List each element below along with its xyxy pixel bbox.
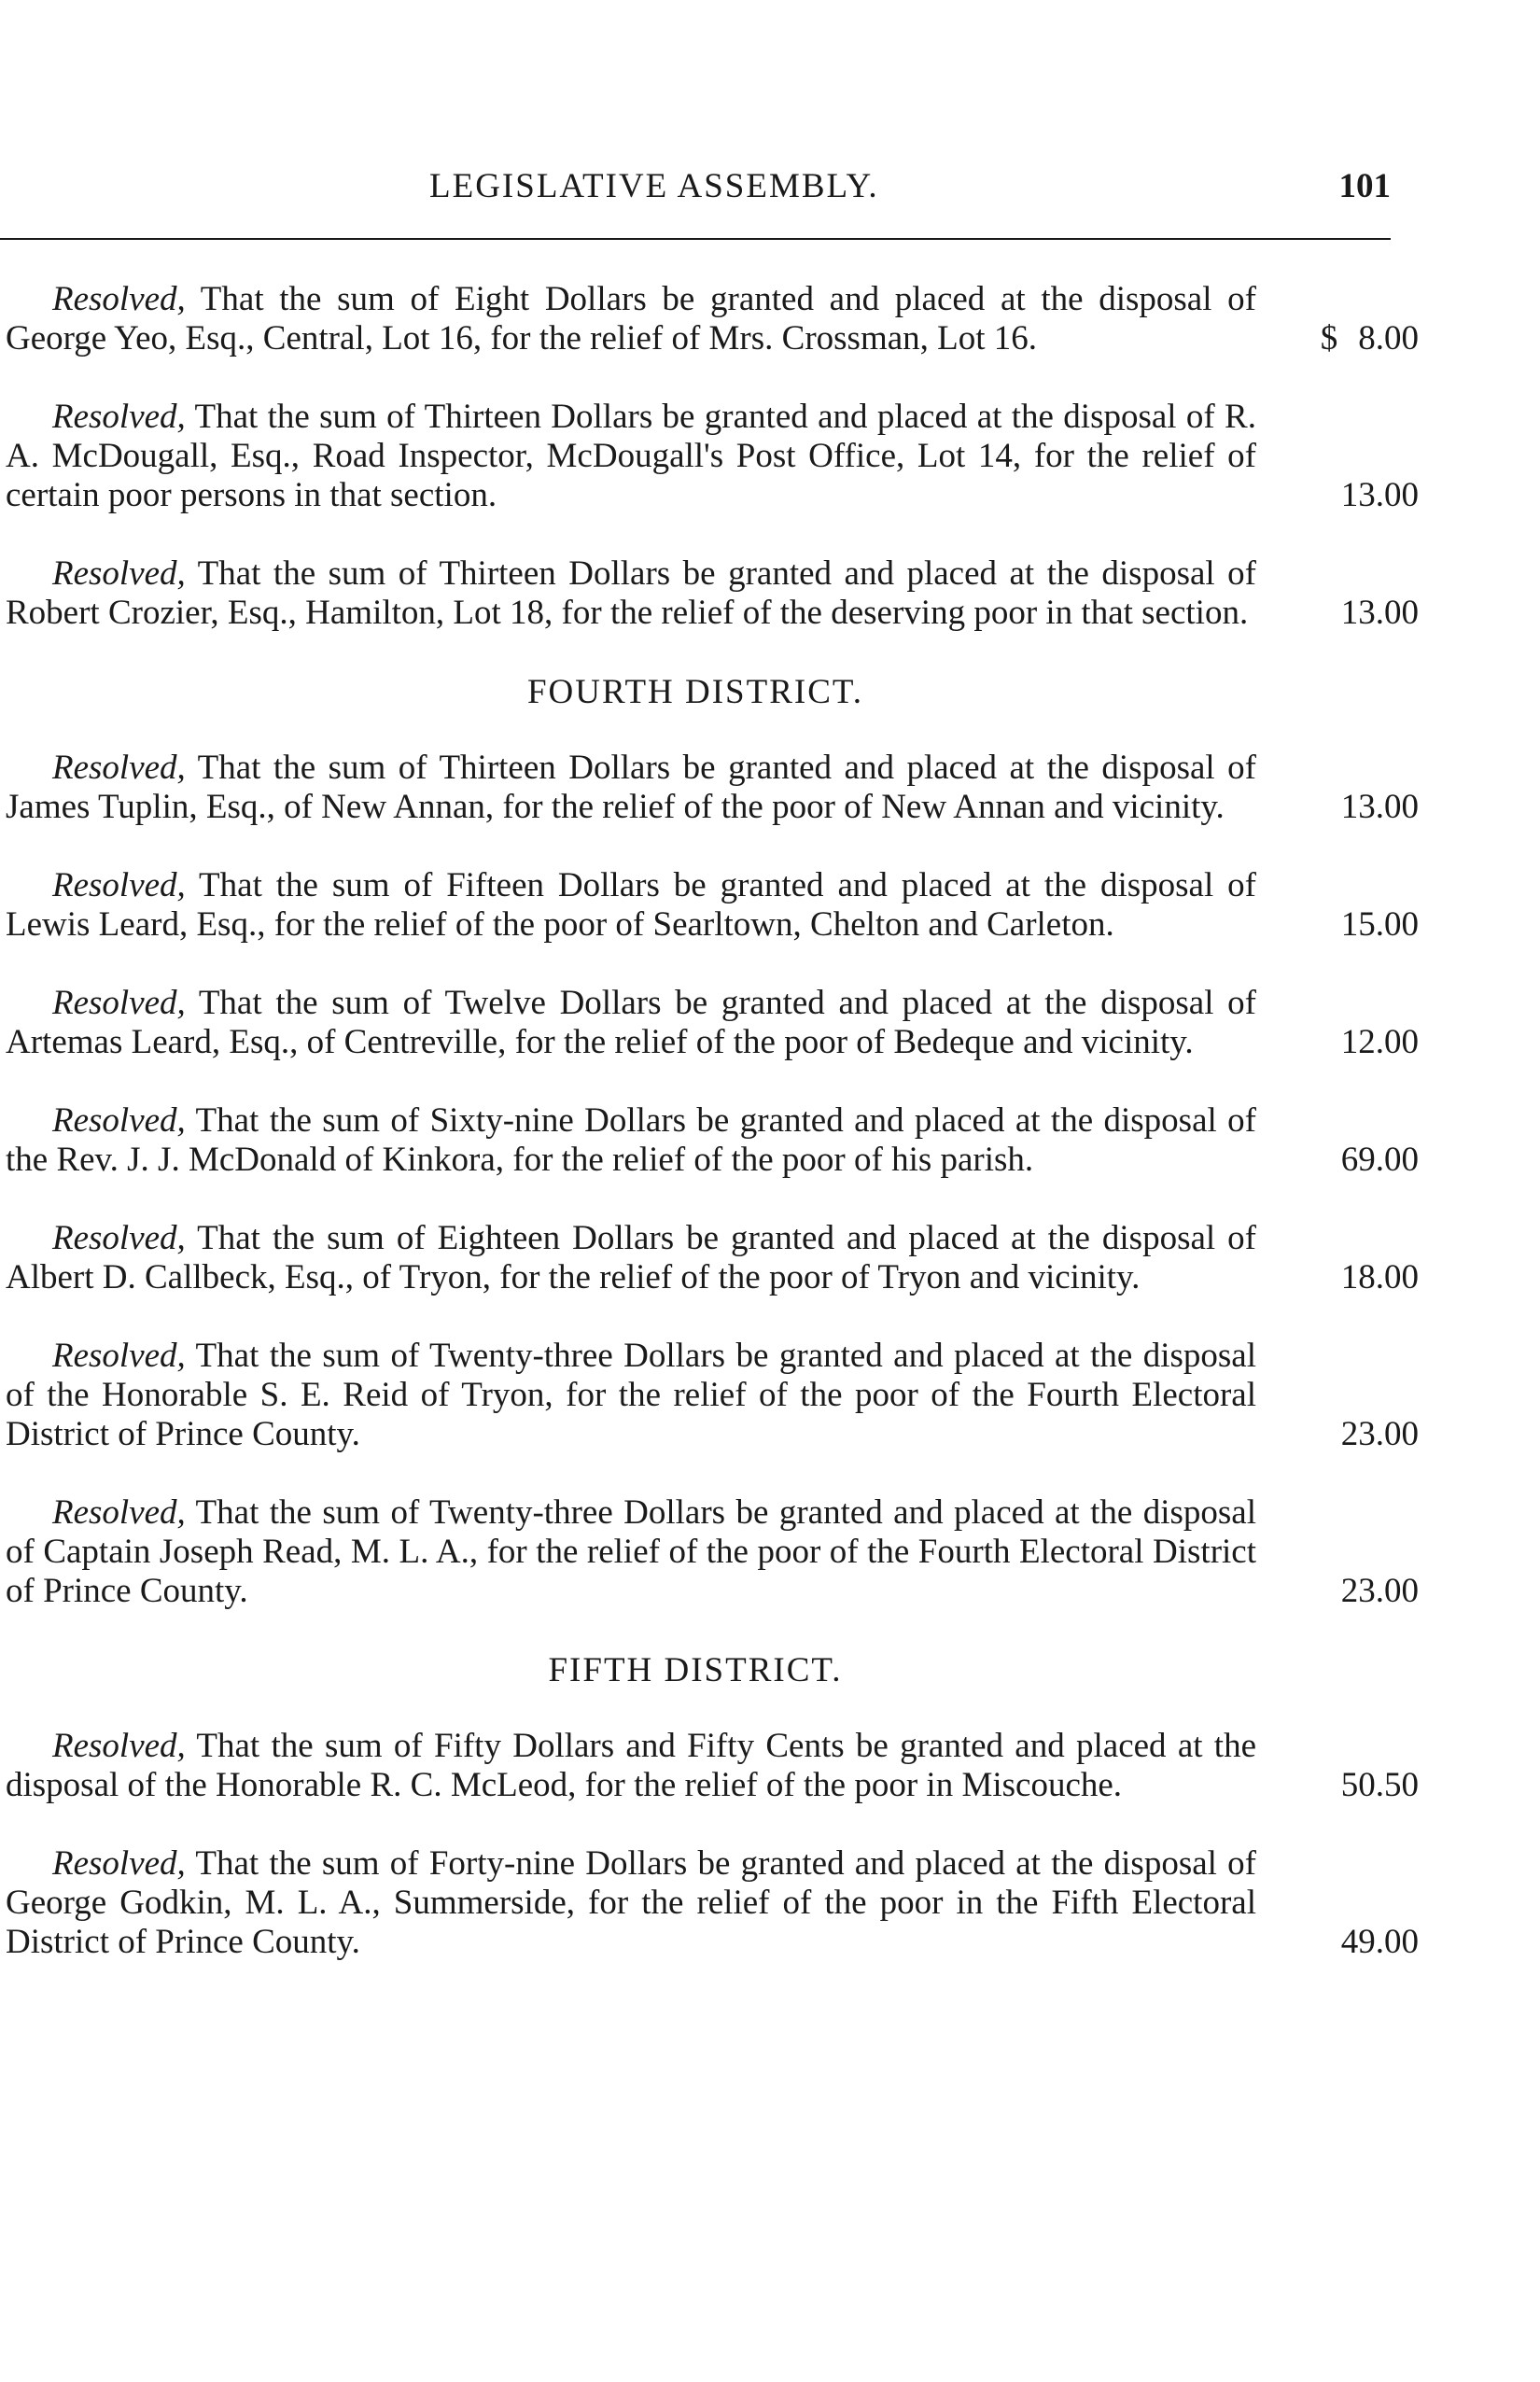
resolution-text	[6, 1337, 1256, 1454]
header-title: LEGISLATIVE ASSEMBLY.	[429, 167, 879, 205]
amount-column	[1251, 1258, 1419, 1297]
header-rule	[0, 238, 1391, 240]
resolution-entry	[0, 1727, 1419, 1805]
resolved-lead: Resolved,	[52, 1101, 186, 1140]
resolution-text	[6, 1101, 1256, 1180]
amount-value: 15.00	[1340, 905, 1419, 944]
amount-value: 50.50	[1340, 1766, 1419, 1804]
resolution-entry	[0, 1101, 1419, 1180]
resolution-body-text: That the sum of Eight Dollars be granted and placed at the disposal of George Yeo, Esq., Central, Lot 16, for the relief of Mrs. Crossman, Lot 16.	[6, 280, 1256, 357]
resolution-entry	[0, 1844, 1419, 1962]
amount-value: 23.00	[1340, 1572, 1419, 1610]
amount-value: 23.00	[1340, 1415, 1419, 1453]
resolution-text	[6, 1219, 1256, 1297]
resolution-text	[6, 398, 1256, 515]
amount-column	[1251, 594, 1419, 633]
resolution-body-text: That the sum of Thirteen Dollars be granted and placed at the disposal of James Tuplin, Esq., of New Annan, for the relief of the poor of New Annan and vicinity.	[6, 749, 1256, 826]
resolved-lead: Resolved,	[52, 866, 186, 904]
resolution-body-text: That the sum of Twenty-three Dollars be granted and placed at the disposal of Captain Joseph Read, M. L. A., for the relief of the poor of the Fourth Electoral District of Prince County.	[6, 1493, 1256, 1610]
page-number: 101	[1338, 167, 1391, 205]
resolved-lead: Resolved,	[52, 984, 186, 1022]
amount-value: 13.00	[1340, 476, 1419, 514]
currency-symbol: $	[1320, 319, 1338, 357]
resolution-body-text: That the sum of Forty-nine Dollars be granted and placed at the disposal of George Godkin, M. L. A., Summerside, for the relief of the poor in the Fifth Electoral District of Prince County.	[6, 1844, 1256, 1961]
amount-value: 13.00	[1340, 594, 1419, 632]
resolution-body-text: That the sum of Fifty Dollars and Fifty Cents be granted and placed at the disposal of the Honorable R. C. McLeod, for the relief of the poor in Miscouche.	[6, 1727, 1256, 1804]
amount-column	[1251, 476, 1419, 515]
resolution-text	[6, 280, 1256, 358]
amount-value: 13.00	[1340, 788, 1419, 826]
resolution-text	[6, 554, 1256, 633]
resolved-lead: Resolved,	[52, 1337, 186, 1375]
resolution-text	[6, 1493, 1256, 1611]
resolution-entry	[0, 1219, 1419, 1297]
amount-value: 12.00	[1340, 1023, 1419, 1061]
amount-value: 69.00	[1340, 1141, 1419, 1179]
resolution-text	[6, 749, 1256, 827]
resolution-entry	[0, 554, 1419, 633]
district-heading: FIFTH DISTRICT.	[548, 1651, 843, 1689]
resolved-lead: Resolved,	[52, 749, 186, 787]
resolution-body-text: That the sum of Eighteen Dollars be granted and placed at the disposal of Albert D. Callbeck, Esq., of Tryon, for the relief of the poor of Tryon and vicinity.	[6, 1219, 1256, 1296]
resolved-lead: Resolved,	[52, 1844, 186, 1883]
resolved-lead: Resolved,	[52, 1727, 186, 1765]
running-header	[0, 166, 1391, 213]
resolution-entry	[0, 1337, 1419, 1454]
amount-column	[1251, 1141, 1419, 1180]
resolution-body-text: That the sum of Twelve Dollars be granted and placed at the disposal of Artemas Leard, Esq., of Centreville, for the relief of the poor of Bedeque and vicinity.	[6, 984, 1256, 1061]
resolution-text	[6, 984, 1256, 1062]
resolution-text	[6, 1727, 1256, 1805]
amount-column	[1251, 905, 1419, 945]
resolved-lead: Resolved,	[52, 1219, 186, 1257]
resolution-entry	[0, 984, 1419, 1062]
amount-value: 18.00	[1340, 1258, 1419, 1296]
resolved-lead: Resolved,	[52, 398, 186, 436]
resolution-text	[6, 1844, 1256, 1962]
amount-column	[1251, 319, 1419, 358]
resolved-lead: Resolved,	[52, 1493, 186, 1532]
amount-column	[1251, 1415, 1419, 1454]
amount-value: 8.00	[1358, 319, 1419, 357]
resolution-entry	[0, 866, 1419, 945]
amount-column	[1251, 1023, 1419, 1062]
resolution-body-text: That the sum of Sixty-nine Dollars be granted and placed at the disposal of the Rev. J. J. McDonald of Kinkora, for the relief of the poor of his parish.	[6, 1101, 1256, 1179]
resolution-entry	[0, 749, 1419, 827]
resolution-entry	[0, 398, 1419, 515]
resolution-body-text: That the sum of Thirteen Dollars be granted and placed at the disposal of Robert Crozier, Esq., Hamilton, Lot 18, for the relief of the deserving poor in that section.	[6, 554, 1256, 632]
resolutions-body	[0, 280, 1419, 2001]
resolution-entry	[0, 1493, 1419, 1611]
amount-column	[1251, 1766, 1419, 1805]
resolved-lead: Resolved,	[52, 554, 186, 593]
resolution-text	[6, 866, 1256, 945]
amount-column	[1251, 1923, 1419, 1962]
district-heading: FOURTH DISTRICT.	[526, 673, 864, 711]
resolution-body-text: That the sum of Twenty-three Dollars be granted and placed at the disposal of the Honorable S. E. Reid of Tryon, for the relief of the poor of the Fourth Electoral District of Prince County.	[6, 1337, 1256, 1453]
amount-column	[1251, 1572, 1419, 1611]
resolution-body-text: That the sum of Fifteen Dollars be granted and placed at the disposal of Lewis Leard, Esq., for the relief of the poor of Searltown, Chelton and Carleton.	[6, 866, 1256, 944]
amount-value: 49.00	[1340, 1923, 1419, 1961]
amount-column	[1251, 788, 1419, 827]
resolution-entry	[0, 280, 1419, 358]
resolved-lead: Resolved,	[52, 280, 186, 318]
resolution-body-text: That the sum of Thirteen Dollars be granted and placed at the disposal of R. A. McDougall, Esq., Road Inspector, McDougall's Post Office, Lot 14, for the relief of certain poor persons in that section.	[6, 398, 1256, 514]
